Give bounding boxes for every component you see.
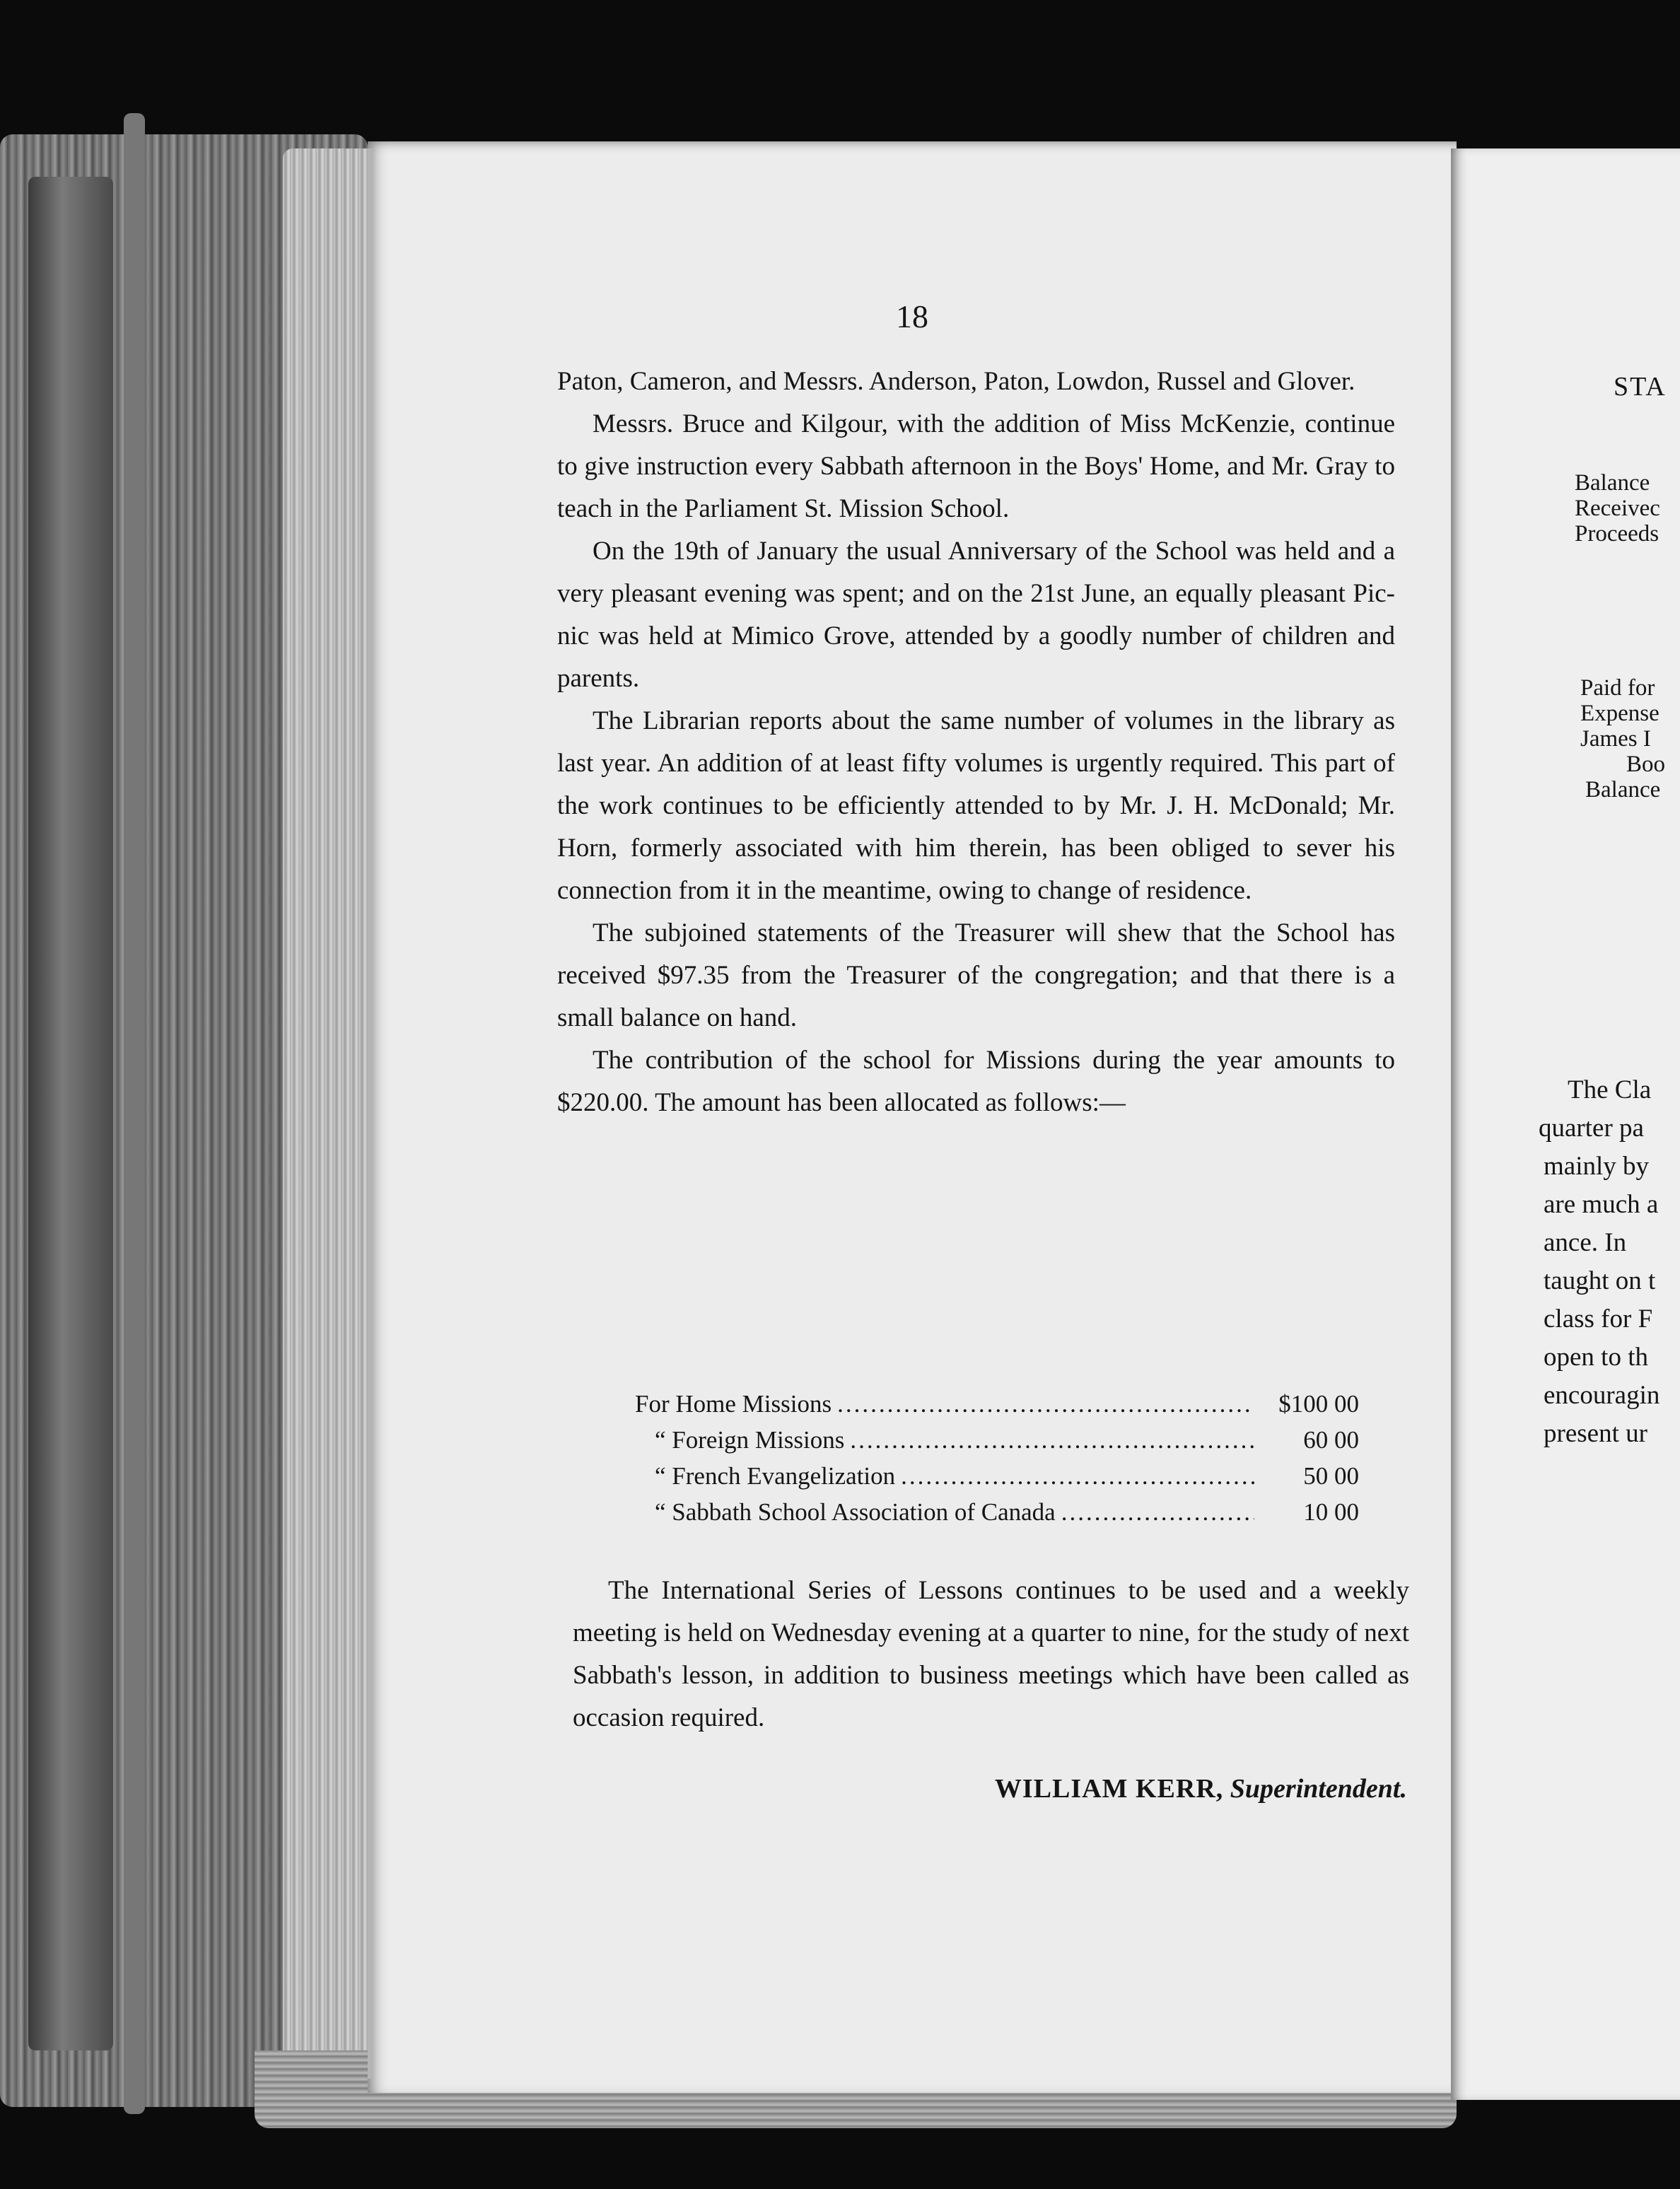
facing-line: encouragin: [1544, 1381, 1660, 1410]
signature-line: [573, 1768, 1407, 1810]
paragraph-5: The subjoined statements of the Treasurer will shew that the School has received $97.35 from the Treasurer of the congregation; and that there is a small balance on hand.: [557, 918, 1395, 1032]
facing-line: Balance: [1585, 777, 1661, 802]
facing-line: class for F: [1544, 1304, 1653, 1333]
paragraph-2: Messrs. Bruce and Kilgour, with the addition of Miss McKenzie, continue to give instruction every Sabbath afternoon in the Boys' Home, and Mr. Gray to teach in the Parliament St. Mission School.: [557, 409, 1395, 523]
allocation-label: “ French Evangelization: [655, 1462, 896, 1490]
paragraph-6: The contribution of the school for Missions during the year amounts to $220.00. The amount has been allocated as follows:—: [557, 1046, 1395, 1117]
facing-line: Proceeds: [1575, 521, 1659, 547]
allocation-label: “ Sabbath School Association of Canada: [655, 1498, 1056, 1526]
allocation-row: [635, 1422, 1359, 1458]
facing-heading: STA: [1614, 372, 1667, 402]
dot-leader: [1061, 1494, 1254, 1530]
allocation-amount: 60 00: [1303, 1426, 1359, 1454]
allocation-table: [635, 1386, 1359, 1530]
facing-line: The Cla: [1568, 1075, 1652, 1104]
facing-line: taught on t: [1544, 1266, 1656, 1295]
book-page: [368, 141, 1457, 2093]
paragraph-4: The Librarian reports about the same number of volumes in the library as last year. An addition of at least fifty volumes is urgently required. This part of the work continues to be efficiently attended to by Mr. J. H. McDonald; Mr. Horn, formerly associated with him therein, has been obliged to sever his connection from it in the meantime, owing to change of residence.: [557, 706, 1395, 905]
facing-line: Receivec: [1575, 496, 1660, 521]
dot-leader: [901, 1458, 1254, 1494]
page-number: 18: [896, 298, 928, 334]
facing-line: Paid for: [1580, 675, 1655, 701]
facing-line: Balance: [1575, 470, 1650, 496]
facing-line: Expense: [1580, 701, 1659, 726]
closing-text-block: [573, 1570, 1409, 1739]
paragraph-1: Paton, Cameron, and Messrs. Anderson, Paton, Lowdon, Russel and Glover.: [557, 367, 1355, 396]
paragraph-3: On the 19th of January the usual Anniversary of the School was held and a very pleasant evening was spent; and on the 21st June, an equally pleasant Pic-nic was held at Mimico Grove, attended by a goodly number of children and parents.: [557, 537, 1395, 693]
main-text-block: [557, 361, 1395, 1124]
allocation-row: [635, 1458, 1359, 1494]
allocation-amount: 50 00: [1303, 1462, 1359, 1490]
book-cover-strip: [124, 113, 145, 2114]
facing-line: present ur: [1544, 1419, 1647, 1448]
facing-line: quarter pa: [1539, 1114, 1644, 1143]
allocation-row: [635, 1494, 1359, 1530]
allocation-row: [635, 1386, 1359, 1422]
allocation-label: “ Foreign Missions: [655, 1426, 845, 1454]
facing-line: Boo: [1626, 752, 1666, 777]
dot-leader: [837, 1386, 1254, 1422]
facing-line: are much a: [1544, 1190, 1659, 1219]
allocation-amount: $100 00: [1278, 1390, 1359, 1418]
facing-line: James I: [1580, 726, 1651, 752]
facing-line: ance. In: [1544, 1228, 1627, 1257]
allocation-label: For Home Missions: [635, 1390, 832, 1418]
facing-page: [1451, 148, 1680, 2100]
page-content: [368, 141, 1457, 2093]
page-stack-left: [283, 148, 375, 2128]
signature-title: Superintendent.: [1230, 1774, 1407, 1804]
signature-name: WILLIAM KERR,: [994, 1774, 1224, 1804]
dot-leader: [850, 1422, 1254, 1458]
page-gutter: [368, 148, 372, 2079]
facing-line: open to th: [1544, 1343, 1648, 1372]
facing-line: mainly by: [1544, 1152, 1650, 1181]
allocation-amount: 10 00: [1303, 1498, 1359, 1526]
paragraph-7: The International Series of Lessons continues to be used and a weekly meeting is held on Wednesday evening at a quarter to nine, for the study of next Sabbath's lesson, in addition to business meetings which have been called as occasion required.: [573, 1576, 1409, 1732]
